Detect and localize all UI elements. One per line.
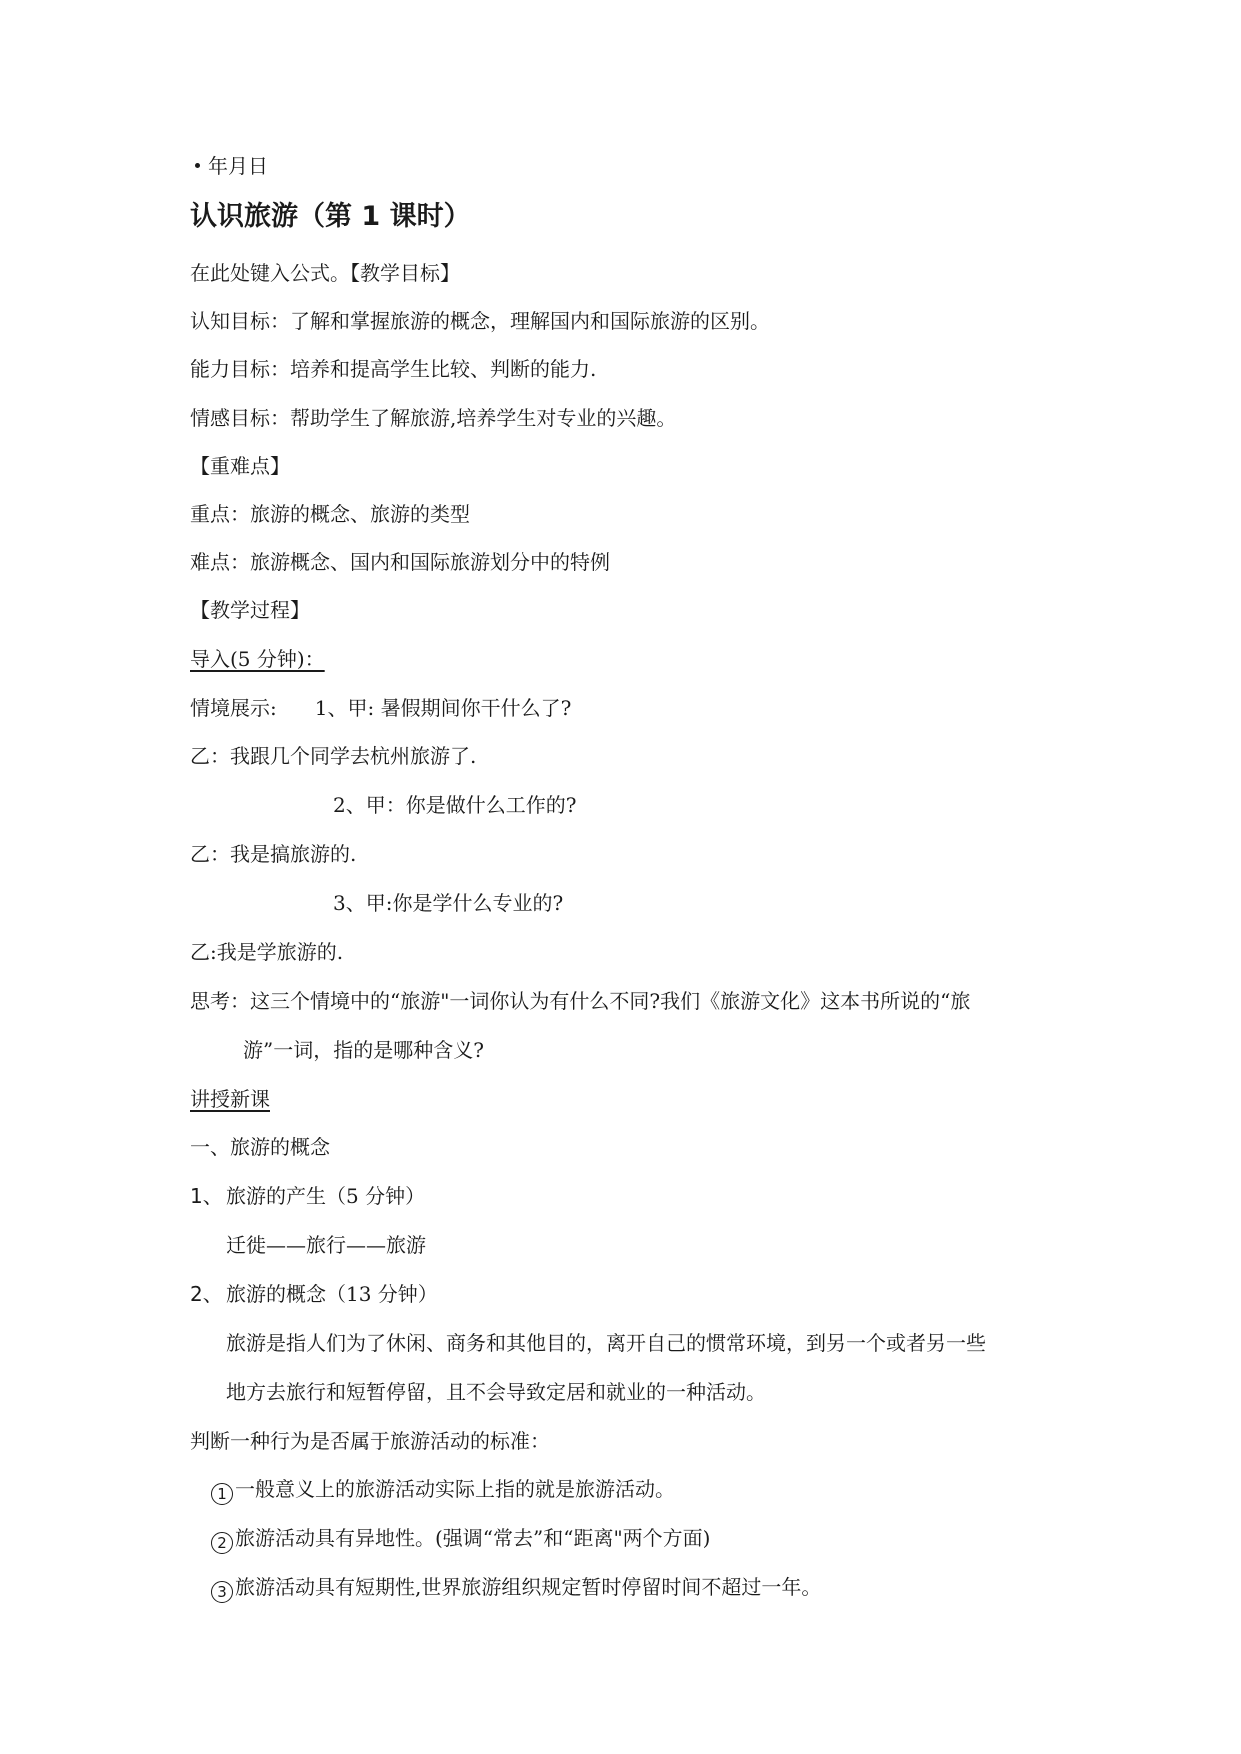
- new-lesson-heading: 讲授新课: [190, 1087, 270, 1111]
- criterion: [211, 1476, 675, 1505]
- difficult-point: 难点：旅游概念、国内和国际旅游划分中的特例: [190, 550, 610, 574]
- dialogue-answer: 乙：我跟几个同学去杭州旅游了.: [190, 744, 477, 768]
- item-label: 旅游的概念（13 分钟）: [226, 1282, 438, 1306]
- dialogue-question: 3、甲:你是学什么专业的?: [333, 891, 564, 915]
- bullet-icon: [195, 163, 200, 168]
- dialogue-answer: 乙：我是搞旅游的.: [190, 842, 357, 866]
- item-number: 2、: [190, 1282, 223, 1306]
- item-number: 1、: [190, 1184, 223, 1208]
- key-points-heading: 【重难点】: [190, 454, 290, 478]
- criterion: [211, 1574, 821, 1603]
- dialogue-question: 1、甲: 暑假期间你干什么了?: [314, 696, 572, 720]
- page-title: 认识旅游（第 1 课时）: [190, 201, 471, 232]
- list-item: [190, 1183, 425, 1209]
- formula-line: [190, 260, 460, 286]
- intro-heading: 导入(5 分钟)：: [190, 647, 325, 671]
- date-line: [195, 153, 268, 179]
- thinking-line-2: 游”一词，指的是哪种含义?: [243, 1038, 484, 1062]
- item-content: 迁徙——旅行——旅游: [226, 1233, 426, 1257]
- scenario-line-1: [190, 695, 571, 721]
- criterion-text: 一般意义上的旅游活动实际上指的就是旅游活动。: [235, 1477, 675, 1501]
- circled-number-icon: 3: [211, 1581, 233, 1603]
- criteria-heading: 判断一种行为是否属于旅游活动的标准：: [190, 1429, 550, 1453]
- item-label: 旅游的产生（5 分钟）: [226, 1184, 426, 1208]
- criterion-text: 旅游活动具有短期性,世界旅游组织规定暂时停留时间不超过一年。: [235, 1575, 822, 1599]
- dialogue-answer: 乙:我是学旅游的.: [190, 940, 344, 964]
- circled-number-icon: 1: [211, 1483, 233, 1505]
- item-content: 地方去旅行和短暂停留，且不会导致定居和就业的一种活动。: [226, 1380, 766, 1404]
- dialogue-question: 2、甲：你是做什么工作的?: [333, 793, 577, 817]
- process-heading: 【教学过程】: [190, 598, 310, 622]
- key-point: 重点：旅游的概念、旅游的类型: [190, 502, 470, 526]
- circled-number-icon: 2: [211, 1532, 233, 1554]
- item-content: 旅游是指人们为了休闲、商务和其他目的，离开自己的惯常环境，到另一个或者另一些: [226, 1331, 986, 1355]
- date-text: 年月日: [208, 154, 268, 178]
- objective-emotion: 情感目标：帮助学生了解旅游,培养学生对专业的兴趣。: [190, 406, 677, 430]
- formula-placeholder[interactable]: 在此处键入公式。: [190, 261, 350, 285]
- criterion: [211, 1525, 710, 1554]
- thinking-line-1: 思考：这三个情境中的“旅游"一词你认为有什么不同?我们《旅游文化》这本书所说的“旅: [190, 989, 971, 1013]
- objective-cognitive: 认知目标：了解和掌握旅游的概念，理解国内和国际旅游的区别。: [190, 309, 770, 333]
- objective-ability: 能力目标：培养和提高学生比较、判断的能力.: [190, 357, 597, 381]
- list-item: [190, 1281, 438, 1307]
- objectives-heading: 【教学目标】: [350, 261, 460, 285]
- section-heading: 一、旅游的概念: [190, 1135, 330, 1159]
- scenario-label: 情境展示:: [190, 696, 277, 720]
- criterion-text: 旅游活动具有异地性。(强调“常去”和“距离"两个方面): [235, 1526, 711, 1550]
